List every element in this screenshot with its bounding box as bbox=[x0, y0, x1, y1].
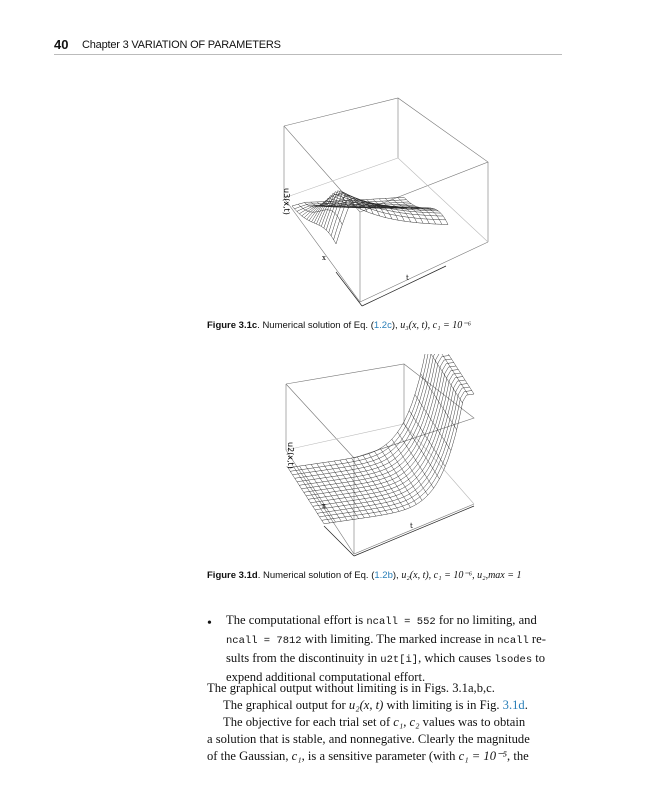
mesh-line bbox=[290, 354, 440, 471]
caption-text: . Numerical solution of Eq. ( bbox=[257, 570, 375, 581]
mesh-line bbox=[297, 354, 447, 482]
figure-ref-link[interactable]: 3.1d bbox=[502, 698, 525, 712]
base-axis-lines bbox=[336, 266, 446, 306]
bullet-paragraph bbox=[226, 612, 562, 686]
x-axis-label: x bbox=[322, 254, 326, 262]
equation-ref-link[interactable]: 1.2b bbox=[374, 570, 393, 581]
bullet-dot: • bbox=[207, 616, 212, 631]
text-line: of the Gaussian, c₁, is a sensitive parameter (with c₁ = 10⁻⁵, the bbox=[207, 749, 529, 763]
bounding-box bbox=[284, 98, 488, 302]
running-header bbox=[54, 36, 562, 55]
text-line: a solution that is stable, and nonnegative. Clearly the magnitude bbox=[207, 732, 530, 746]
figure-3-1d bbox=[270, 354, 530, 568]
page-number: 40 bbox=[54, 37, 69, 52]
t-axis-label: t bbox=[410, 522, 413, 530]
caption-math: u₂(x, t), c₁ = 10⁻⁶, u₂,max = 1 bbox=[401, 570, 522, 581]
x-axis-label: x bbox=[322, 502, 326, 510]
mesh-line bbox=[380, 448, 416, 504]
t-axis-label: t bbox=[406, 274, 409, 282]
figure-3-1c bbox=[270, 92, 530, 314]
text-line: expend additional computational effort. bbox=[226, 670, 426, 684]
body-paragraphs bbox=[207, 680, 562, 765]
z-axis-label: u3(x,t) bbox=[282, 188, 291, 215]
caption-label: Figure 3.1c bbox=[207, 320, 258, 331]
surface-mesh bbox=[288, 354, 474, 524]
mesh-line bbox=[321, 192, 433, 227]
caption-math: u₃(x, t), c₁ = 10⁻⁶ bbox=[400, 320, 472, 331]
text-line: The graphical output for u₂(x, t) with limiting is in Fig. 3.1d. bbox=[223, 698, 528, 712]
caption-label: Figure 3.1d bbox=[207, 570, 258, 581]
caption-text: ), bbox=[392, 570, 402, 581]
mesh-line bbox=[295, 354, 445, 478]
caption-figure-3-1c bbox=[207, 320, 471, 331]
bounding-box bbox=[286, 364, 474, 554]
text-line: The graphical output without limiting is in Figs. 3.1a,b,c. bbox=[207, 681, 495, 695]
mesh-line bbox=[432, 354, 468, 395]
caption-text: ), bbox=[391, 320, 401, 331]
mesh-line bbox=[438, 354, 474, 394]
equation-ref-link[interactable]: 1.2c bbox=[373, 320, 392, 331]
text-line: The objective for each trial set of c₁, c₂ values was to obtain bbox=[223, 715, 526, 729]
caption-text: . Numerical solution of Eq. ( bbox=[257, 320, 374, 331]
mesh-line bbox=[293, 354, 443, 475]
mesh-line bbox=[316, 196, 428, 224]
surface-plot-u3 bbox=[270, 92, 530, 314]
caption-figure-3-1d bbox=[207, 570, 521, 581]
z-axis-label: u2(x,t) bbox=[286, 442, 295, 469]
text-line: sults from the discontinuity in u2t[i], which causes lsodes to bbox=[226, 651, 546, 666]
chapter-title: Chapter 3 VARIATION OF PARAMETERS bbox=[82, 39, 281, 51]
surface-plot-u2 bbox=[270, 354, 530, 568]
text-line: ncall = 7812 with limiting. The marked increase in ncall re- bbox=[226, 632, 546, 647]
surface-mesh bbox=[292, 191, 448, 244]
mesh-line bbox=[369, 454, 405, 510]
text-line: The computational effort is ncall = 552 for no limiting, and bbox=[226, 613, 537, 628]
